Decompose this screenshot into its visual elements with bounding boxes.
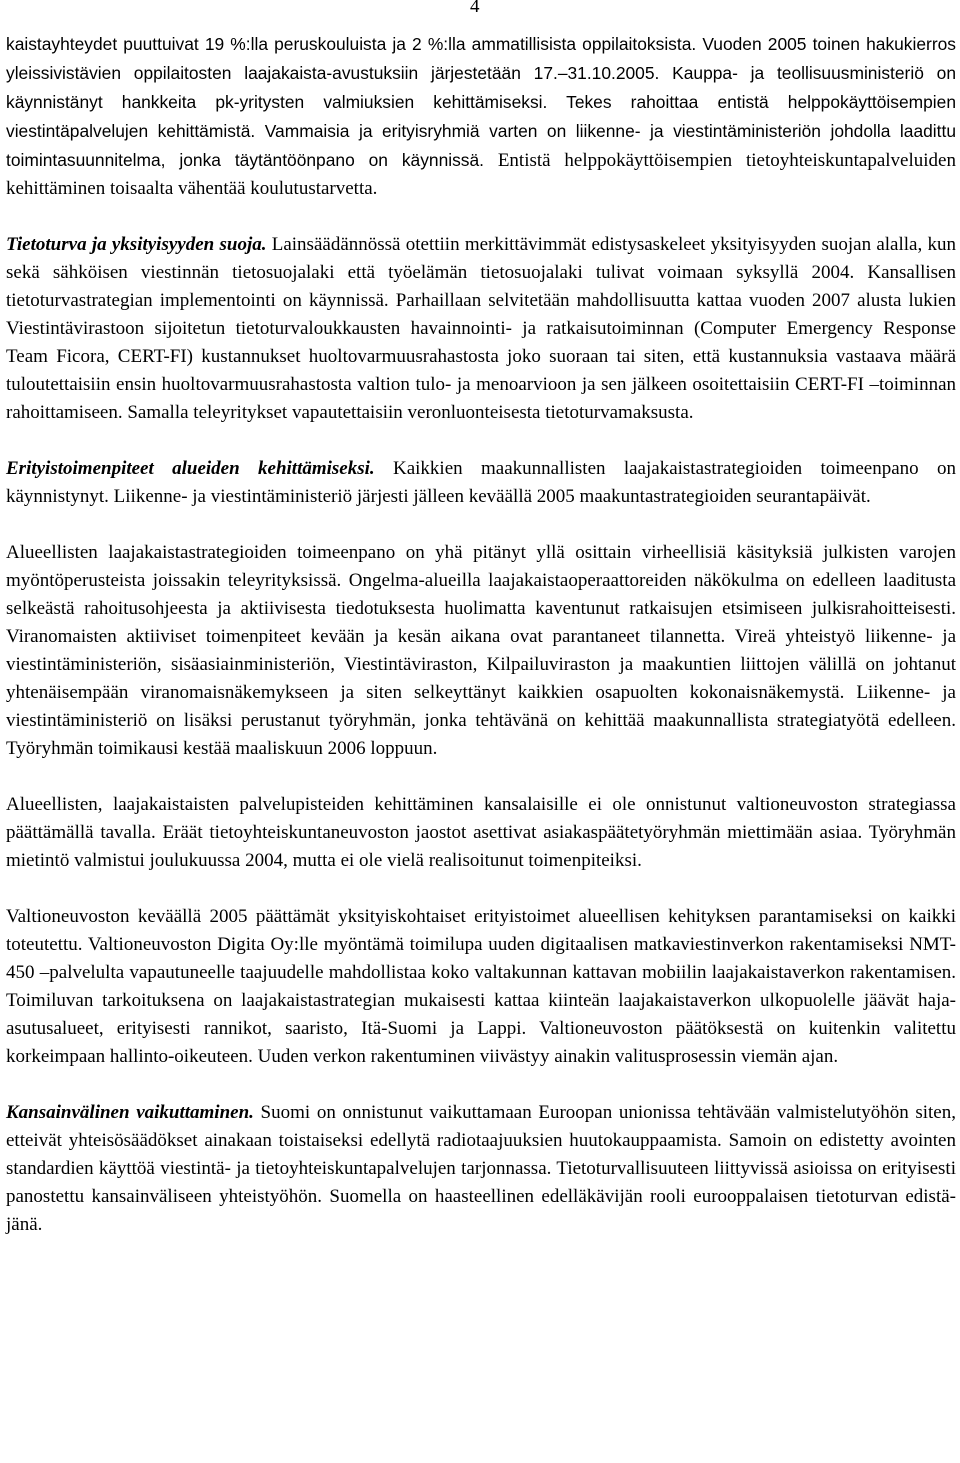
paragraph-text: Lainsäädännössä otettiin merkittävimmät edistysaskeleet yksityisyyden suojan alalla, kun sekä sähköisen viestinnän tietosuojalaki että työelämän tietosuojalaki tulivat voimaan syksyllä 2004. Kansallisen tietoturvastrategian implementointi on käynnissä. Parhaillaan selvitetään mahdollisuutta kattaa vuoden 2007 alusta lukien Viestintävirastoon sijoitetun tietoturvaloukkausten havainnointi- ja ratkaisutoiminnan (Computer Emergency Response Team Ficora, CERT-FI) kustannukset huoltovarmuusrahastosta joko suoraan tai siten, että kustannuksia vastaava määrä tuloutettaisiin ensin huoltovarmuusrahastosta valtion tulo- ja menoarvioon ja sen jälkeen osoitettaisiin CERT-FI –toiminnan rahoittamiseen. Samalla teleyritykset vapautettaisiin veronluonteisesta tietoturvamaksusta. bbox=[6, 234, 956, 423]
paragraph-serif-text: Entistä helppokäyttöisempien tietoyhteiskuntapalveluiden kehittäminen toisaalta vähentää koulutustarvetta. bbox=[6, 150, 956, 199]
section-heading-international: Kansainvälinen vaikuttaminen. bbox=[6, 1102, 254, 1123]
paragraph-gap bbox=[6, 875, 956, 903]
paragraph-government-measures: Valtioneuvoston keväällä 2005 päättämät yksityiskohtaiset erityistoimet alueellisen kehityksen parantamiseksi on kaikki toteutettu. Valtioneuvoston Digita Oy:lle myöntämä toimilupa uuden digitaalisen matkaviestinverkon rakentamiseksi NMT-450 –palvelulta vapautuneelle taajuudelle mahdollistaa koko valtakunnan kattavan mobiilin laajakaistaverkon rakentamisen. Toimiluvan tarkoituksena on laajakaistastrategian mukaisesti kattaa kiinteän laajakaistaverkon ulkopuolelle jäävät haja-asutusalueet, erityisesti rannikot, saaristo, Itä-Suomi ja Lappi. Valtioneuvoston päätöksestä on kuitenkin valitettu korkeimpaan hallinto-oikeuteen. Uuden verkon rakentuminen viivästyy ainakin valitusprosessin viemän ajan. bbox=[6, 906, 956, 1067]
paragraph-international-influence bbox=[6, 1099, 956, 1239]
paragraph-text: Kaikkien maakunnallisten laajakaistastrategioiden toimeenpano on käynnistynyt. Liikenne- ja viestintäministeriö järjesti jälleen keväällä 2005 maakuntastrategioiden seurantapäivät. bbox=[6, 458, 956, 507]
paragraph-information-security bbox=[6, 231, 956, 427]
paragraph-service-points: Alueellisten, laajakaistaisten palvelupisteiden kehittäminen kansalaisille ei ole onnistunut valtioneuvoston strategiassa päättämällä tavalla. Eräät tietoyhteiskuntaneuvoston jaostot asettivat asiakaspäätetyöryhmän miettimään asiaa. Työryhmän mietintö valmistui joulukuussa 2004, mutta ei ole vielä realisoitunut toimenpiteiksi. bbox=[6, 794, 956, 871]
paragraph-gap bbox=[6, 1071, 956, 1099]
section-heading-regional: Erityistoimenpiteet alueiden kehittämiseksi. bbox=[6, 458, 375, 479]
paragraph-broadband-schools bbox=[6, 30, 956, 203]
paragraph-regional-measures bbox=[6, 455, 956, 511]
paragraph-regional-strategies: Alueellisten laajakaistastrategioiden toimeenpano on yhä pitänyt yllä osittain virheellisiä käsityksiä julkisten varojen myöntöperusteista joissakin teleyrityksissä. Ongelma-alueilla laajakaistaoperaattoreiden näkökulma on edelleen laaditusta selkeästä rahoitusohjeesta ja aktiivisesta tiedotuksesta huolimatta kaventunut ratkaisujen etsimiseen julkisrahoitteisesti. Viranomaisten aktiiviset toimenpiteet kevään ja kesän aikana ovat parantaneet tilannetta. Vireä yhteistyö liikenne- ja viestintäministeriön, sisäasiainministeriön, Viestintäviraston, Kilpailuviraston ja maakuntien liittojen välillä on johtanut yhtenäisempään viranomaisnäkemykseen ja siten selkeyttänyt kaikkien osapuolten kokonaisnäkemystä. Liikenne- ja viestintäministeriö on lisäksi perustanut työryhmän, jonka tehtävänä on kehittää maakunnallista strategiatyötä edelleen. Työryhmän toimikausi kestää maaliskuun 2006 loppuun. bbox=[6, 542, 956, 759]
paragraph-gap bbox=[6, 427, 956, 455]
paragraph-gap bbox=[6, 511, 956, 539]
paragraph-sans-text: kaistayhteydet puuttuivat 19 %:lla peruskouluista ja 2 %:lla ammatillisista oppilaitoksista. Vuoden 2005 toinen hakukierros yleissivistävien oppilaitosten laajakaista-avustuksiin järjestetään 17.–31.10.2005. Kauppa- ja teollisuusministeriö on käynnistänyt hankkeita pk-yritysten valmiuksien kehittämiseksi. Tekes rahoittaa entistä helppokäyttöisempien viestintäpalvelujen kehittämistä. Vammaisia ja erityisryhmiä varten on liikenne- ja viestintäministeriön johdolla laadittu toimintasuunnitelma, jonka täytäntöönpano on käynnissä. bbox=[6, 34, 956, 170]
page-number: 4 bbox=[470, 0, 480, 17]
paragraph-gap bbox=[6, 763, 956, 791]
paragraph-gap bbox=[6, 203, 956, 231]
paragraph-text: Suomi on onnistunut vaikuttamaan Euroopan unionissa tehtävään valmistelutyöhön siten, etteivät yhteisösäädökset ainakaan toistaiseksi edellytä radiotaajuuksien huutokauppaamista. Samoin on edistetty avointen standardien käyttöä viestintä- ja tietoyhteiskuntapalvelujen tarjonnassa. Tietoturvallisuuteen liittyvissä asioissa on erityisesti panostettu kansainväliseen yhteistyöhön. Suomella on haasteellinen edelläkävijän rooli eurooppalaisen tietoturvan edistäjänä. bbox=[6, 1102, 956, 1235]
section-heading-security: Tietoturva ja yksityisyyden suoja. bbox=[6, 234, 267, 255]
